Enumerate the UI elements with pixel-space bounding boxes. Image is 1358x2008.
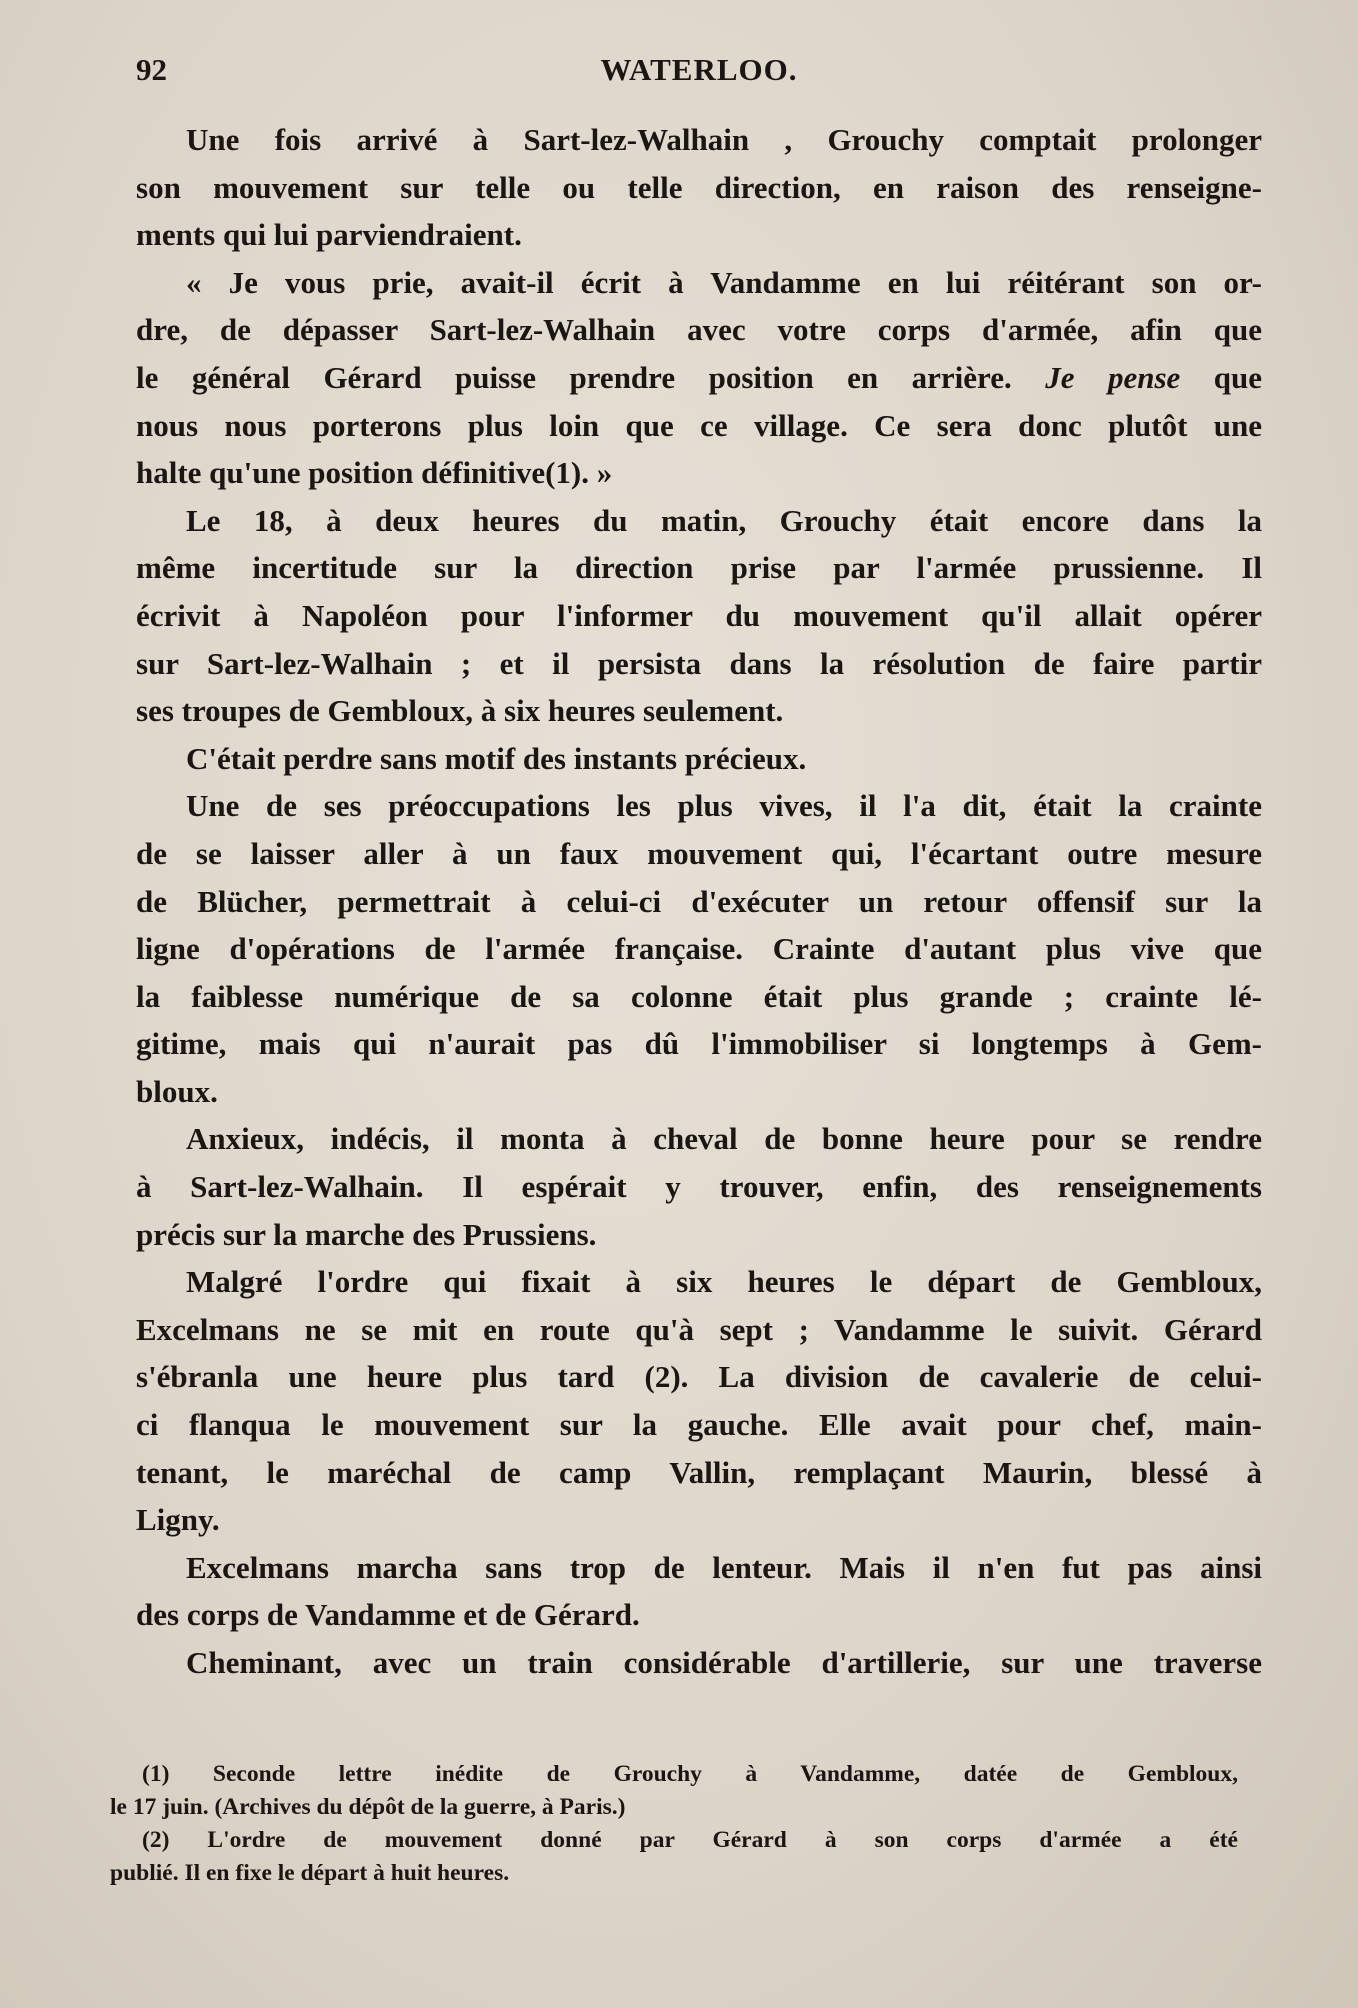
text-line: Excelmans ne se mit en route qu'à sept ; Vandamme le suivit. Gérard	[136, 1311, 1262, 1347]
text-line: ments qui lui parviendraient.	[136, 217, 522, 253]
text-line: halte qu'une position définitive(1). »	[136, 455, 613, 491]
text-line: précis sur la marche des Prussiens.	[136, 1216, 597, 1252]
footnote-line: publié. Il en fixe le départ à huit heures.	[110, 1860, 510, 1886]
text-line	[136, 354, 1262, 402]
text-line: des corps de Vandamme et de Gérard.	[136, 1597, 640, 1633]
text-line: Anxieux, indécis, il monta à cheval de bonne heure pour se rendre	[186, 1121, 1262, 1157]
text-line: bloux.	[136, 1073, 218, 1109]
paragraph	[136, 1639, 1262, 1687]
text-line: ses troupes de Gembloux, à six heures seulement.	[136, 693, 784, 729]
paragraph	[136, 116, 1262, 259]
text-line: son mouvement sur telle ou telle direction, en raison des renseigne-	[136, 169, 1262, 205]
text-segment: que	[1180, 359, 1262, 395]
text-line: tenant, le maréchal de camp Vallin, remplaçant Maurin, blessé à	[136, 1454, 1262, 1490]
text-line: sur Sart-lez-Walhain ; et il persista dans la résolution de faire partir	[136, 645, 1262, 681]
text-line: Malgré l'ordre qui fixait à six heures le départ de Gembloux,	[186, 1264, 1262, 1300]
text-line: Le 18, à deux heures du matin, Grouchy était encore dans la	[186, 502, 1262, 538]
footnote	[110, 1824, 1238, 1890]
footnote-line: (1) Seconde lettre inédite de Grouchy à Vandamme, datée de Gembloux,	[142, 1761, 1238, 1787]
text-line: dre, de dépasser Sart-lez-Walhain avec votre corps d'armée, afin que	[136, 312, 1262, 348]
text-line: Ligny.	[136, 1502, 220, 1538]
text-line: nous nous porterons plus loin que ce village. Ce sera donc plutôt une	[136, 407, 1262, 443]
running-title: WATERLOO.	[600, 52, 798, 87]
paragraph	[136, 1258, 1262, 1544]
text-line: C'était perdre sans motif des instants précieux.	[186, 740, 807, 776]
paragraph	[136, 1544, 1262, 1639]
text-line: de Blücher, permettrait à celui-ci d'exécuter un retour offensif sur la	[136, 883, 1262, 919]
page-header	[136, 52, 1262, 96]
body-text	[136, 116, 1262, 1687]
paragraph	[136, 1115, 1262, 1258]
text-line: de se laisser aller à un faux mouvement qui, l'écartant outre mesure	[136, 835, 1262, 871]
text-line: s'ébranla une heure plus tard (2). La division de cavalerie de celui-	[136, 1359, 1262, 1395]
text-line: ci flanqua le mouvement sur la gauche. Elle avait pour chef, main-	[136, 1407, 1262, 1443]
paragraph	[136, 259, 1262, 497]
footnote	[110, 1758, 1238, 1824]
footnotes	[110, 1758, 1238, 1890]
text-line: écrivit à Napoléon pour l'informer du mouvement qu'il allait opérer	[136, 597, 1262, 633]
text-line: Excelmans marcha sans trop de lenteur. Mais il n'en fut pas ainsi	[186, 1549, 1262, 1585]
text-line: Une de ses préoccupations les plus vives, il l'a dit, était la crainte	[186, 788, 1262, 824]
text-segment: le général Gérard puisse prendre position en arrière.	[136, 359, 1046, 395]
italic-text: Je pense	[1045, 359, 1181, 395]
text-line: Cheminant, avec un train considérable d'artillerie, sur une traverse	[186, 1645, 1262, 1680]
paragraph	[136, 782, 1262, 1115]
page-number: 92	[136, 52, 167, 87]
text-line: même incertitude sur la direction prise par l'armée prussienne. Il	[136, 550, 1262, 586]
text-line: Une fois arrivé à Sart-lez-Walhain , Grouchy comptait prolonger	[186, 122, 1262, 157]
footnote-line: (2) L'ordre de mouvement donné par Gérard à son corps d'armée a été	[142, 1827, 1238, 1853]
text-line: ligne d'opérations de l'armée française. Crainte d'autant plus vive que	[136, 931, 1262, 967]
footnote-line: le 17 juin. (Archives du dépôt de la guerre, à Paris.)	[110, 1794, 626, 1820]
text-line: « Je vous prie, avait-il écrit à Vandamme en lui réitérant son or-	[186, 264, 1262, 300]
text-line: à Sart-lez-Walhain. Il espérait y trouver, enfin, des renseignements	[136, 1169, 1262, 1205]
paragraph	[136, 497, 1262, 735]
text-line: gitime, mais qui n'aurait pas dû l'immobiliser si longtemps à Gem-	[136, 1026, 1262, 1062]
paragraph	[136, 735, 1262, 783]
text-line: la faiblesse numérique de sa colonne était plus grande ; crainte lé-	[136, 978, 1262, 1014]
